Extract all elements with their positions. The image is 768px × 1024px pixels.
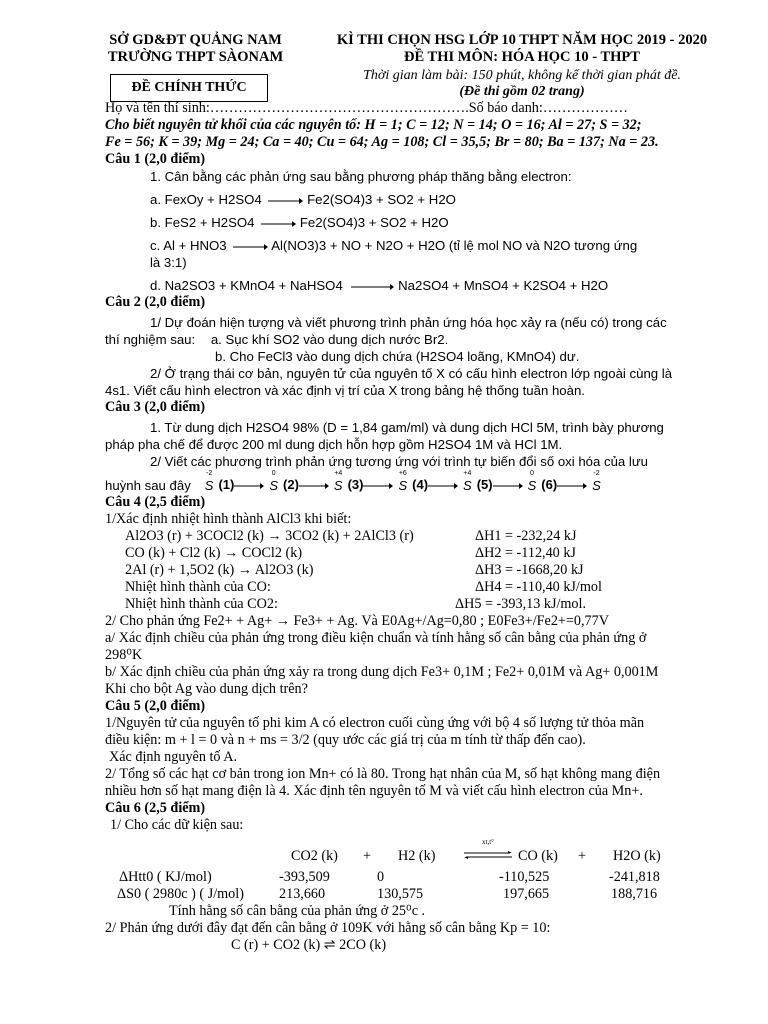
q1-c-cont: là 3:1)	[150, 255, 187, 270]
chain-species: 0 S	[269, 470, 279, 493]
q2-p1c: b. Cho FeCl3 vào dung dịch chứa (H2SO4 loãng, KMnO4) dư.	[215, 349, 580, 364]
q1-c-left: c. Al + HNO3	[150, 238, 227, 253]
q5-p2b: nhiều hơn số hạt mang điện là 4. Xác định tên nguyên tố M và viết cấu hình electron của Mn+.	[105, 783, 643, 799]
q2-p1b	[105, 331, 723, 348]
reaction-arrow-icon	[230, 242, 268, 252]
q4-p2a: a/ Xác định chiều của phản ứng trong điều kiện chuẩn và tính hằng số cân bằng của phản ứng ở	[105, 630, 647, 646]
q3-p2: 2/ Viết các phương trình phản ứng tương ứng với trình tự biến đổi số oxi hóa của lưu	[150, 454, 649, 469]
q6-task: Tính hằng số cân bằng của phản ứng ở 25⁰c .	[169, 903, 426, 919]
q4-p2b: b/ Xác định chiều của phản ứng xảy ra trong dung dịch Fe3+ 0,1M ; Fe2+ 0,01M và Ag+ 0,001M	[105, 664, 659, 680]
q1-b-left: b. FeS2 + H2SO4	[150, 215, 255, 230]
chain-step-3: (3)	[348, 476, 394, 494]
question-5-title: Câu 5 (2,0 điểm)	[105, 698, 206, 714]
q1-d-left: d. Na2SO3 + KMnO4 + NaHSO4	[150, 278, 343, 293]
q2-p1b-prefix: thí nghiệm sau:	[105, 332, 196, 347]
q4-eq-4: Nhiệt hình thành của CO: ΔH4 = -110,40 kJ/mol	[125, 579, 602, 595]
q6-reaction: CO2 (k) + H2 (k) xt,t° CO (k) + H2O (k)	[291, 838, 661, 864]
q1-a	[105, 191, 723, 208]
atomic-masses-line-2: Fe = 56; K = 39; Mg = 24; Ca = 40; Cu = 64; Ag = 108; Cl = 35,5; Br = 80; Ba = 137; Na = 23.	[105, 134, 659, 150]
q2-p2: 2/ Ở trạng thái cơ bản, nguyên tử của nguyên tố X có cấu hình electron lớp ngoài cùng là	[150, 366, 673, 381]
q3-p1b: pháp pha chế để được 200 ml dung dịch hỗn hợp gồm H2SO4 1M và HCl 1M.	[105, 437, 563, 452]
q4-eq-3: 2Al (r) + 1,5O2 (k) → Al2O3 (k) ΔH3 = -1668,20 kJ	[125, 562, 584, 578]
q5-p1b: điều kiện: m + l = 0 và n + ms = 3/2 (quy ước các giá trị của m tính từ thấp đến cao).	[105, 732, 586, 748]
q4-p2: 2/ Cho phản ứng Fe2+ + Ag+ → Fe3+ + Ag. Và E0Ag+/Ag=0,80 ; E0Fe3+/Fe2+=0,77V	[105, 613, 609, 629]
department-name: SỞ GD&ĐT QUẢNG NAM	[109, 32, 282, 48]
exam-body	[105, 100, 723, 954]
q6-dh-row: ΔHtt0 ( KJ/mol) -393,509 0 -110,525 -241,818	[119, 869, 660, 885]
q1-b-right: Fe2(SO4)3 + SO2 + H2O	[299, 215, 449, 230]
chain-species: -2 S	[592, 470, 601, 493]
question-1-title: Câu 1 (2,0 điểm)	[105, 151, 206, 167]
chain-step-1: (1)	[218, 476, 264, 494]
q4-p2c: Khi cho bột Ag vào dung dịch trên?	[105, 681, 308, 697]
q1-a-left: a. FexOy + H2SO4	[150, 192, 262, 207]
q5-p1: 1/Nguyên tử của nguyên tố phi kim A có electron cuối cùng ứng với bộ 4 số lượng tử thỏa mãn	[105, 715, 645, 731]
chain-step-4: (4)	[412, 476, 458, 494]
chain-species: +4 S	[333, 470, 343, 493]
q6-ds-row: ΔS0 ( 2980c ) ( J/mol) 213,660 130,575 197,665 188,716	[117, 886, 658, 902]
q4-eq-2: CO (k) + Cl2 (k) → COCl2 (k) ΔH2 = -112,40 kJ	[125, 545, 576, 561]
pages-note: (Đề thi gồm 02 trang)	[459, 84, 585, 99]
q1-a-right: Fe2(SO4)3 + SO2 + H2O	[307, 192, 456, 207]
chain-arrow-icon	[493, 483, 523, 489]
q2-p1b-item: a. Sục khí SO2 vào dung dịch nước Br2.	[210, 332, 449, 347]
official-exam-badge: ĐỀ CHÍNH THỨC	[110, 74, 268, 102]
exam-title: KÌ THI CHỌN HSG LỚP 10 THPT NĂM HỌC 2019 - 2020	[336, 32, 708, 48]
question-2-title: Câu 2 (2,0 điểm)	[105, 294, 206, 310]
chain-step-2: (2)	[283, 476, 329, 494]
q2-p1: 1/ Dự đoán hiện tượng và viết phương trình phản ứng hóa học xảy ra (nếu có) trong các	[150, 315, 667, 330]
chain-step-5: (5)	[477, 476, 523, 494]
q5-p1c: Xác định nguyên tố A.	[109, 749, 238, 765]
question-6-title: Câu 6 (2,5 điểm)	[105, 800, 206, 816]
q3-p2b-row	[105, 470, 723, 494]
chain-species: +4 S	[463, 470, 472, 493]
q1-c-right: Al(NO3)3 + NO + N2O + H2O (tỉ lệ mol NO và N2O tương ứng	[271, 238, 638, 253]
q3-p2b: huỳnh sau đây	[105, 478, 191, 493]
q4-eq-1: Al2O3 (r) + 3COCl2 (k) → 3CO2 (k) + 2AlCl3 (r) ΔH1 = -232,24 kJ	[125, 528, 577, 544]
q1-b	[105, 214, 723, 231]
q1-c	[105, 237, 723, 254]
q1-intro: 1. Cân bằng các phản ứng sau bằng phương pháp thăng bằng electron:	[150, 169, 572, 184]
reaction-arrow-icon	[258, 219, 296, 229]
time-note: Thời gian làm bài: 150 phút, không kể thời gian phát đề.	[363, 68, 681, 83]
school-header	[88, 32, 303, 66]
chain-species: 0 S	[527, 470, 537, 493]
chain-arrow-icon	[234, 483, 264, 489]
q1-d-right: Na2SO4 + MnSO4 + K2SO4 + H2O	[398, 278, 609, 293]
candidate-info-line: Họ và tên thí sinh:……………………………………………….Số báo danh:………………	[105, 100, 628, 116]
question-4-title: Câu 4 (2,5 điểm)	[105, 494, 206, 510]
question-3-title: Câu 3 (2,0 điểm)	[105, 399, 206, 415]
atomic-masses-line-1: Cho biết nguyên tử khối của các nguyên tố: H = 1; C = 12; N = 14; O = 16; Al = 27; S = 32;	[105, 117, 642, 133]
chain-arrow-icon	[428, 483, 458, 489]
q6-p1: 1/ Cho các dữ kiện sau:	[110, 817, 244, 833]
q4-eq-5: Nhiệt hình thành của CO2: ΔH5 = -393,13 kJ/mol.	[125, 596, 587, 612]
chain-arrow-icon	[299, 483, 329, 489]
chain-step-6: (6)	[541, 476, 587, 494]
q1-d	[105, 277, 723, 294]
q6-p2: 2/ Phản ứng dưới đây đạt đến cân bằng ở 109K với hằng số cân bằng Kp = 10:	[105, 920, 551, 936]
chain-species: +6 S	[398, 470, 408, 493]
reaction-arrow-icon	[346, 282, 394, 292]
chain-arrow-icon	[557, 483, 587, 489]
q6-p2-equation: C (r) + CO2 (k) ⇌ 2CO (k)	[231, 937, 387, 953]
q4-p2a2: 298⁰K	[105, 647, 143, 663]
oxidation-chain	[205, 470, 601, 494]
q4-intro: 1/Xác định nhiệt hình thành AlCl3 khi biết:	[105, 511, 352, 527]
chain-species: -2 S	[204, 470, 214, 493]
exam-header	[312, 32, 732, 66]
q5-p2: 2/ Tổng số các hạt cơ bản trong ion Mn+ có là 80. Trong hạt nhân của M, số hạt không mang điện	[105, 766, 661, 782]
reaction-arrow-icon	[265, 196, 303, 206]
exam-subject: ĐỀ THI MÔN: HÓA HỌC 10 - THPT	[404, 49, 640, 65]
school-name: TRƯỜNG THPT SÀONAM	[107, 49, 284, 65]
chain-arrow-icon	[363, 483, 393, 489]
equilibrium-arrow-icon: xt,t°	[458, 848, 518, 865]
q3-p1: 1. Từ dung dịch H2SO4 98% (D = 1,84 gam/ml) và dung dịch HCl 5M, trình bày phương	[150, 420, 664, 435]
q2-p2b: 4s1. Viết cấu hình electron và xác định vị trí của X trong bảng hệ thống tuần hoàn.	[105, 383, 585, 398]
